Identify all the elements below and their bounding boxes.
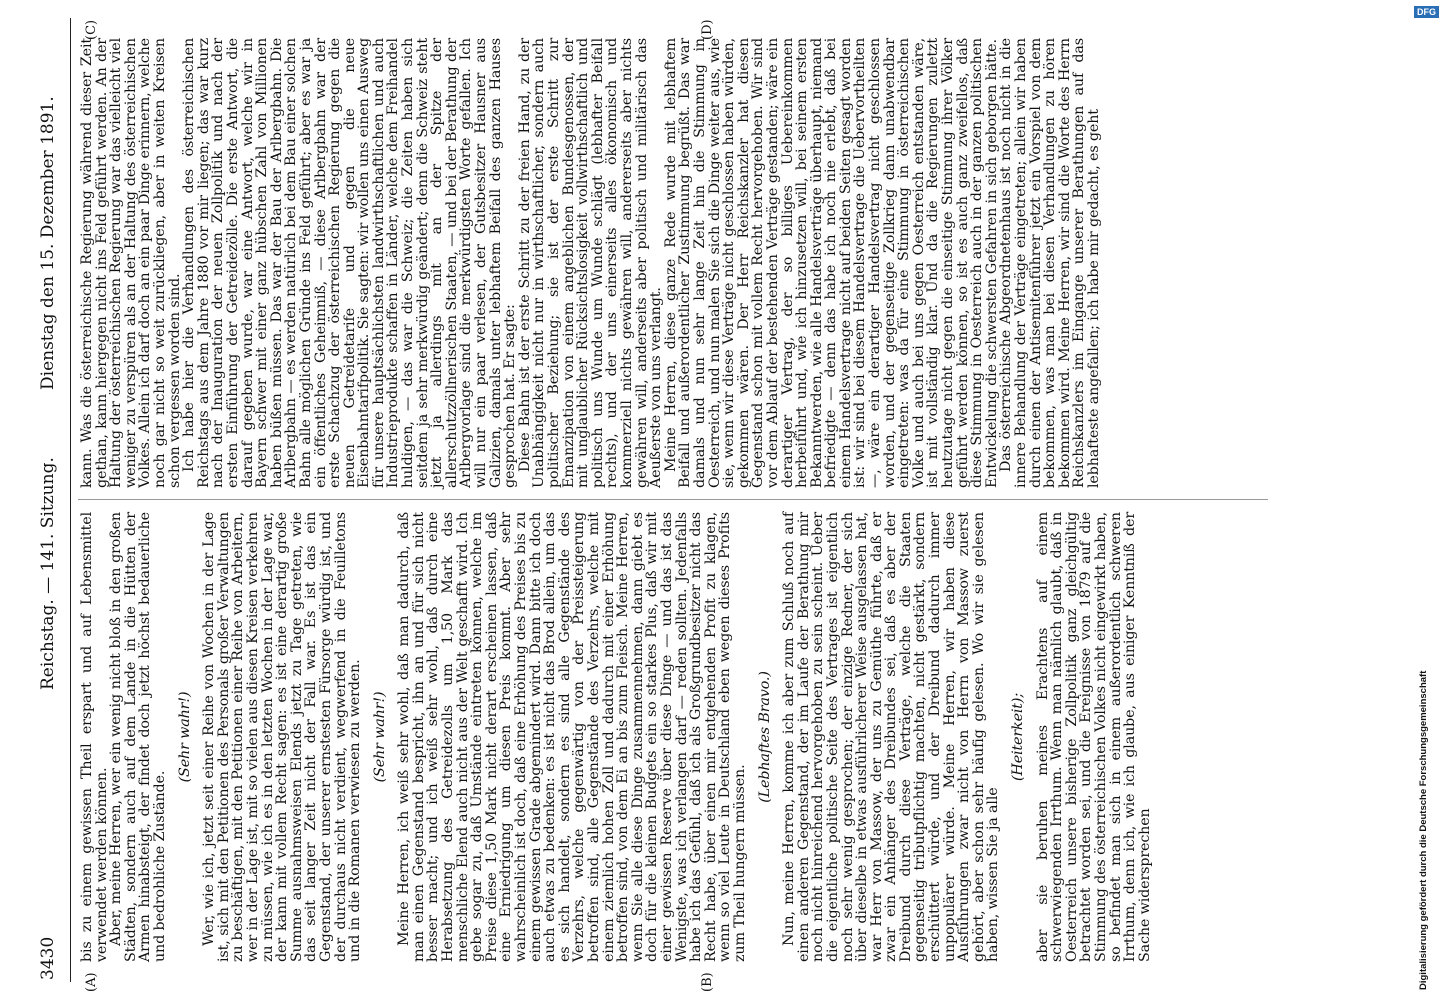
paragraph: Meine Herren, diese ganze Rede wurde mit lebhaftem Beifall und außerordentlicher Zustimmung begrüßt. Das war damals und nun sehr lange Zeit hin die Stimmung in Oesterreich, und nun malen Sie sich die Dinge weiter aus, wie sie, wenn wir diese Verträge nicht geschlossen haben würden, gekommen wären. Der Herr Reichskanzler hat diesen Gegenstand schon mit vollem Recht hervorgehoben. Wir sind vor dem Ablauf der bestehenden Verträge gestanden; wäre ein derartiger Vertrag, der so billiges Uebereinkommen herbeiführt und, wie ich hinzusetzen will, bei seinem ersten Bekanntwerden, wie alle Handelsverträge überhaupt, niemand befriedigte — denn das habe ich noch nie erlebt, daß bei einem Handelsvertrage nicht auf beiden Seiten gesagt worden ist: wir sind bei diesem Handelsvertrage die Uebervortheilten —, wäre ein derartiger Handelsvertrag nicht geschlossen worden, und der gegenseitige Zollkrieg dann unabwendbar eingetreten: was da für eine Stimmung in österreichischen Volke und auch bei uns gegen Oesterreich entstanden wäre, ist mit vollständig klar. Und da die Regierungen zuletzt heutzutage nicht gegen die einseitige Stimmung ihrer Völker geführt werden können, so ist es auch ganz zweifellos, daß diese Stimmung in Oesterreich auch in der ganzen politischen Entwickelung die schwersten Gefahren in sich geborgen hätte. (662, 38, 1000, 488)
dfg-logo: DFG (1414, 6, 1439, 18)
paragraph: aber sie beruhen meines Erachtens auf einem schwerwiegenden Irrthum. Wenn man nämlich glaubt, daß in Oesterreich unsere bisherige Zollpolitik ganz gleichgültig betrachtet worden sei, und die Ereignisse von 1879 auf die Stimmung des österreichischen Volkes nicht eingewirkt haben, so befindet man sich in einem außerordentlich schweren Irrthum, denn ich, wie ich glaube, aus einiger Kenntniß der Sache widersprechen (1034, 512, 1153, 962)
paragraph: bis zu einem gewissen Theil erspart und auf Lebensmittel verwendet werden können. (79, 512, 110, 962)
header-date: Dienstag den 15. Dezember 1891. (38, 96, 58, 390)
stage-direction: (Sehr wahr!) (371, 691, 388, 783)
paragraph: Das österreichische Abgeordnetenhaus ist noch nicht in die innere Behandlung der Verträge eingetreten; allein wir haben durch einen der Antisemitenführer jetzt ein Vorspiel von dem bekommen, was man bei diesen Verhandlungen zu hören bekommen wird. Meine Herren, wir sind die Worte des Herrn Reichskanzlers im Eingange unserer Berathungen auf das lebhafteste angefallen; ich habe mir gedacht, es geht (998, 38, 1102, 488)
paragraph: Ich habe hier die Verhandlungen des österreichischen Reichstags aus dem Jahre 1880 vor mir liegen; das war kurz nach der Inauguration der neuen Zollpolitik und nach der ersten Einführung der Getreidezölle. Die erste Antwort, die darauf gegeben wurde, war eine Antwort, welche wir in Bayern schwer mit einer ganz hübschen Zahl von Millionen haben büßen müssen. Das war der Bau der Arlbergbahn. Die Arlbergbahn — es werden natürlich bei dem Bau einer solchen Bahn alle möglichen Gründe ins Feld geführt; aber es war ja ein öffentliches Geheimniß, — diese Arlbergbahn war der erste Schachzug der österreichischen Regierung gegen die neuen Getreidetarife und gegen die neue Eisenbahntarifpolitik. Sie sagten: wir wollen uns einen Ausweg für unsere hauptsächlichsten landwirthschaftlichen und auch Industrieprodukte schaffen in Länder, welche dem Freihandel huldigen, — das war die Schweiz; die Zeiten haben sich seitdem ja sehr merkwürdig geändert; denn die Schweiz steht jetzt ja allerdings mit an der Spitze der allerschutzzöllnerischen Staaten, — und bei der Berathung der Arlbergvorlage sind die merkwürdigsten Worte gefallen. Ich will nur ein paar verlesen, der Gutsbesitzer Hausner aus Galizien, damals unter lebhaftem Beifall des ganzen Hauses gesprochen hat. Er sagte: (181, 38, 519, 488)
stage-direction: (Heiterkeit); (1010, 693, 1027, 782)
page-header (38, 20, 66, 980)
header-rule (70, 18, 71, 982)
paragraph: Aber, meine Herren, wer ein wenig nicht bloß in den großen Städten, sondern auch auf dem Lande in die Hütten der Armen hinabsteigt, der findet doch jetzt höchst bedauerliche und bedrohliche Zustände. (108, 512, 168, 962)
text-column-right (80, 38, 1102, 488)
margin-mark-a: (A) (84, 972, 99, 992)
column-divider (78, 499, 1268, 500)
paragraph: kann. Was die österreichische Regierung während dieser Zeit gethan, kann hiergegen nicht ins Feld geführt werden. An der Haltung der österreichischen Regierung war das vielleicht viel weniger zu verspüren als an der Haltung des österreichischen Volkes. Allein ich darf doch an ein paar Dinge erinnern, welche noch gar nicht so weit zurückliegen, aber in weiten Kreisen schon vergessen worden sind. (79, 38, 183, 488)
paragraph: Nun, meine Herren, komme ich aber zum Schluß noch auf einen anderen Gegenstand, der im Laufe der Berathung mir noch nicht hinreichend hervorgehoben zu sein scheint. Ueber die eigentliche politische Seite des Vertrages ist eigentlich noch sehr wenig gesprochen; der einzige Redner, der sich über dieselbe in etwas ausführlicherer Weise ausgelassen hat, war Herr von Massow, der uns zu Gemüthe führte, daß er zwar ein Anhänger des Dreibundes sei, daß es aber der Dreibund durch diese Verträge, welche die Staaten gegenseitig tributpflichtig machten, nicht gestärkt, sondern erschüttert würde, und der Dreibund dadurch immer unpopulärer würde. Meine Herren, wir haben diese Ausführungen zwar nicht von Herrn von Massow zuerst gehört, aber schon sehr häufig gelesen. Wo wir sie gelesen haben, wissen Sie ja alle (781, 512, 1002, 962)
stage-direction: (Sehr wahr!) (176, 691, 193, 783)
margin-mark-b: (B) (700, 972, 715, 992)
digitization-credit: Digitalisierung gefördert durch die Deutsche Forschungsgemeinschaft (1418, 670, 1429, 990)
stage-direction: (Lebhaftes Bravo.) (756, 671, 773, 803)
text-column-left (80, 512, 1152, 962)
paragraph: Wer, wie ich, jetzt seit einer Reihe von Wochen in der Lage ist, sich mit den Petitionen des Personals großer Verwaltungen zu beschäftigen, mit den Petitionen einer Reihe von Arbeitern, wer in der Lage ist, mit so vielen aus diesen Kreisen verkehren zu müssen, wie ich es in den letzten Wochen in der Lage war, der kann mit vollem Recht sagen: es ist eine derartig große Summe ausnahmsweisen Elends jetzt zu Tage getreten, wie das seit langer Zeit nicht der Fall war. Es ist das ein Gegenstand, der unserer ernstesten Fürsorge würdig ist, und der durchaus nicht verdient, wegwerfend in die Feuilletons und in die Romanen verwiesen zu werden. (201, 512, 364, 962)
paragraph: Diese Bahn ist der erste Schritt zu der freien Hand, zu der Unabhängigkeit nicht nur in wirthschaftlicher, sondern auch politischer Beziehung; sie ist der erste Schritt zur Emanzipation von einem angeblichen Bundesgenossen, der mit unglaublicher Rücksichtslosigkeit vollwirthschaftlich und politisch uns Wunde um Wunde schlägt (lebhafter Beifall rechts), und der uns einerseits alles ökonomisch und kommerziell nichts gewähren will, andererseits aber nichts gewähren will, anderseits aber politisch und militärisch das Aeußerste von uns verlangt. (516, 38, 665, 488)
paragraph: Meine Herren, ich weiß sehr wohl, daß man dadurch, daß man einen Gegenstand bespricht, ihn an und für sich nicht besser macht; und ich weiß sehr wohl, daß durch eine Herabsetzung des Getreidezolls um 1,50 Mark das menschliche Elend auch nicht aus der Welt geschafft wird. Ich gebe sogar zu, daß Umstände eintreten können, welche im Preise diese 1,50 Mark nicht derart erscheinen lassen, daß eine Erniedrigung um diesen Preis kommt. Aber sehr wahrscheinlich ist doch, daß eine Erhöhung des Preises bis zu einem gewissen Grade abgemindert wird. Dann bitte ich doch auch etwas zu bedenken: es ist nicht das Brod allein, um das es sich handelt, sondern es sind alle Gegenstände des Verzehrs, welche gegenwärtig von der Preissteigerung betroffen sind, alle Gegenstände des Verzehrs, welche mit einem ziemlich hohen Zoll und dadurch mit einer Erhöhung betroffen sind, von dem Ei an bis zum Fleisch. Meine Herren, wenn Sie alle diese Dinge zusammennehmen, dann giebt es doch für die kleinen Budgets ein so starkes Plus, daß wir mit einer gewissen Reserve über diese Dinge — und das ist das Wenigste, was ich verlangen darf — reden sollten. Jedenfalls habe ich das Gefühl, daß ich als Großgrundbesitzer nicht das Recht habe, über einen mir entgehenden Profit zu klagen, wenn so viel Leute in Deutschland eben wegen dieses Profits zum Theil hungern müssen. (396, 512, 748, 962)
header-session: Reichstag. — 141. Sitzung. (38, 457, 58, 690)
margin-mark-d: (D) (700, 19, 715, 40)
margin-mark-c: (C) (84, 19, 99, 40)
page-number: 3430 (38, 936, 58, 980)
